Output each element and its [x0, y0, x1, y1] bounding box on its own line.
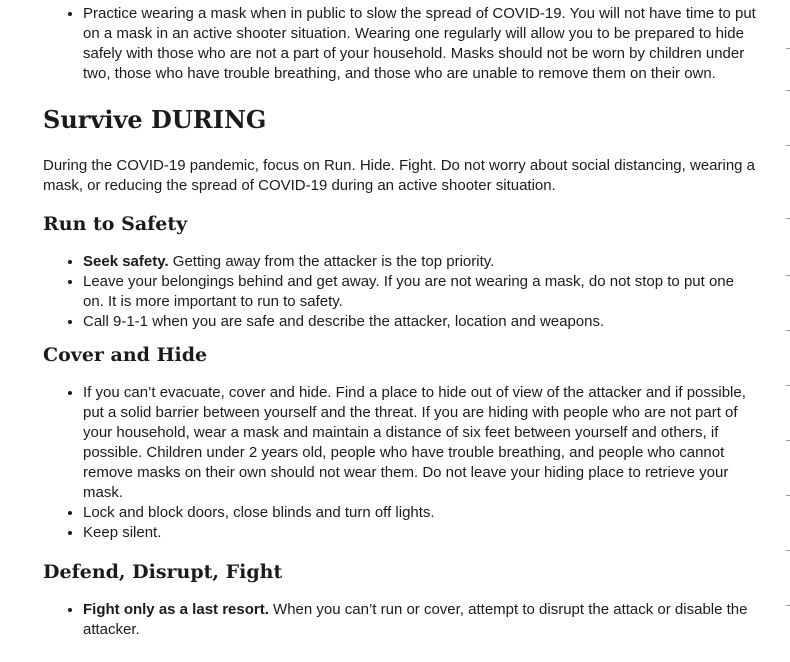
edge-marker: [786, 218, 790, 219]
section-heading-survive-during: Survive DURING: [43, 105, 267, 134]
edge-marker: [786, 495, 790, 496]
run-to-safety-list: [43, 252, 758, 332]
list-item: • Lock and block doors, close blinds and turn off lights.: [83, 503, 758, 523]
edge-marker: [786, 275, 790, 276]
edge-marker: [786, 330, 790, 331]
edge-marker: [786, 605, 790, 606]
list-item: • Practice wearing a mask when in public to slow the spread of COVID-19. You will not have time to put on a mask in an active shooter situation. Wearing one regularly will allow you to be prepared to hide safely with those who are not a part of your household. Masks should not be worn by children under two, those who have trouble breathing, and those who are unable to remove them on their own.: [83, 4, 758, 84]
defend-disrupt-fight-list: [43, 600, 758, 640]
subheading-defend-disrupt-fight: Defend, Disrupt, Fight: [43, 561, 283, 583]
subheading-cover-and-hide: Cover and Hide: [43, 344, 208, 366]
list-item: • Call 9-1-1 when you are safe and describe the attacker, location and weapons.: [83, 312, 758, 332]
list-item: [83, 600, 758, 640]
page-edge-markers: [784, 0, 790, 662]
list-item: • Leave your belongings behind and get away. If you are not wearing a mask, do not stop to put one on. It is more important to run to safety.: [83, 272, 758, 312]
edge-marker: [786, 440, 790, 441]
item-text: When you can’t run or cover, attempt to disrupt the attack or disable the attacker.: [83, 601, 748, 638]
edge-marker: [786, 90, 790, 91]
edge-marker: [786, 550, 790, 551]
bold-lead: Seek safety.: [83, 253, 169, 270]
edge-marker: [786, 48, 790, 49]
document-content: [43, 0, 758, 640]
cover-and-hide-list: [43, 383, 758, 543]
subheading-run-to-safety: Run to Safety: [43, 213, 188, 235]
list-item: • Keep silent.: [83, 523, 758, 543]
list-item: • If you can’t evacuate, cover and hide. Find a place to hide out of view of the attacker and if possible, put a solid barrier between yourself and the threat. If you are hiding with people who are not part of your household, wear a mask and maintain a distance of six feet between yourself and others, if possible. Children under 2 years old, people who have trouble breathing, and people who cannot remove masks on their own should not wear them. Do not leave your hiding place to retrieve your mask.: [83, 383, 758, 503]
edge-marker: [786, 145, 790, 146]
intro-list: [43, 4, 758, 84]
survive-during-paragraph: During the COVID-19 pandemic, focus on Run. Hide. Fight. Do not worry about social distancing, wearing a mask, or reducing the spread of COVID-19 during an active shooter situation.: [43, 157, 756, 194]
bold-lead: Fight only as a last resort.: [83, 601, 269, 618]
edge-marker: [786, 385, 790, 386]
list-item: [83, 252, 758, 272]
item-text: Getting away from the attacker is the top priority.: [168, 253, 495, 270]
